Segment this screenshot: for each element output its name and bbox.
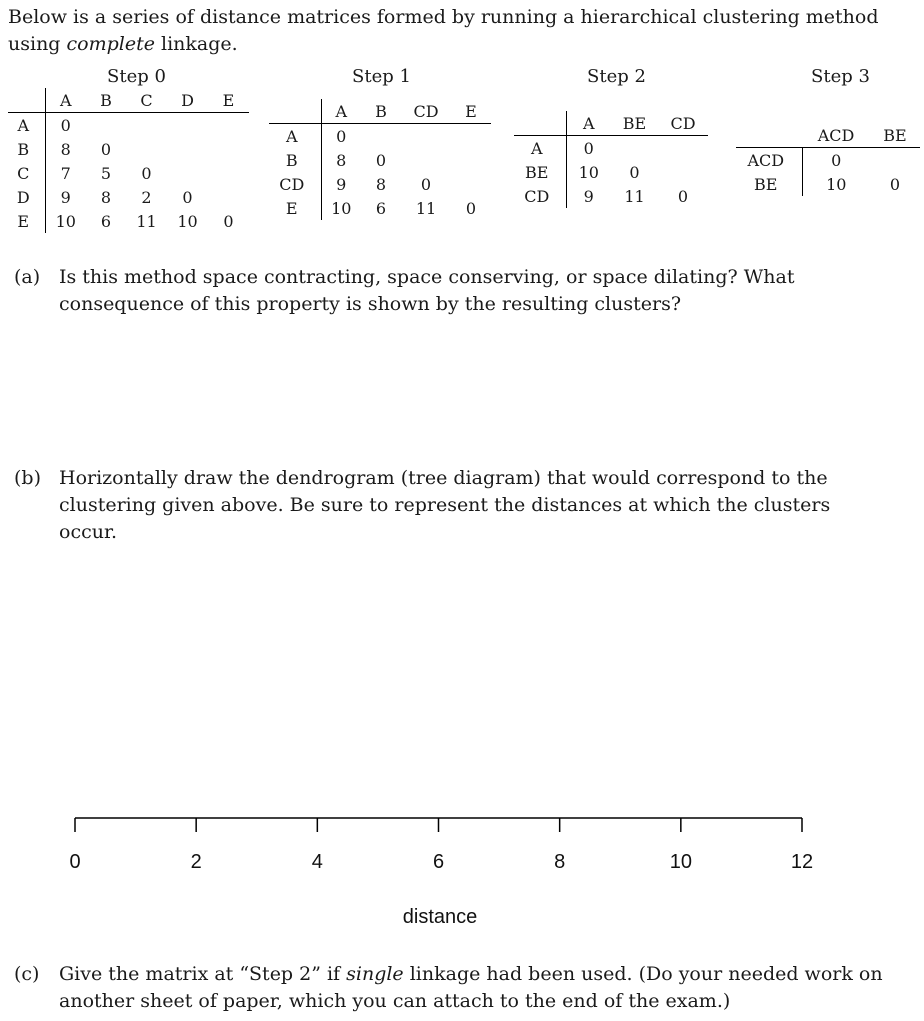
matrix-cell: 0: [677, 186, 689, 206]
col-header: B: [361, 99, 401, 124]
question-c-text-part2: linkage had been used. (Do your needed work on another sheet of paper, which you can attach to the end of the exam.): [59, 963, 883, 1012]
matrix-cell: 8: [60, 139, 71, 159]
axis-tick-label: 8: [554, 851, 566, 873]
col-header: B: [86, 88, 126, 113]
matrix-cell: 0: [100, 139, 112, 159]
matrix-cell: 0: [336, 126, 347, 146]
intro-text: Below is a series of distance matrices formed by running a hierarchical clustering method using: [8, 6, 879, 55]
matrix-cell: 10: [55, 211, 76, 231]
matrix-cell: 9: [60, 187, 71, 207]
col-header: ACD: [802, 123, 870, 148]
matrix-cell: 0: [420, 174, 432, 194]
axis-tick-label: 4: [311, 851, 323, 873]
row-header: A: [269, 124, 321, 149]
question-c-label: (c): [14, 963, 40, 985]
step2-title: Step 2: [587, 66, 646, 87]
matrix-cell: 0: [465, 198, 477, 218]
step1-title: Step 1: [352, 66, 411, 87]
row-header: CD: [514, 184, 566, 208]
question-a-text: Is this method space contracting, space conserving, or space dilating? What consequence of this property is shown by the resulting clusters?: [59, 266, 795, 315]
matrix-cell: 10: [578, 162, 599, 182]
col-header: A: [45, 88, 86, 113]
matrix-cell: 0: [375, 150, 387, 170]
col-header: CD: [658, 111, 708, 136]
row-header: BE: [514, 160, 566, 184]
col-header: BE: [870, 123, 920, 148]
axis-title: distance: [402, 906, 478, 928]
question-c: [14, 961, 894, 1021]
row-header: D: [8, 185, 45, 209]
matrix-cell: 9: [583, 186, 594, 206]
row-header: B: [269, 148, 321, 172]
matrix-cell: 0: [889, 174, 901, 194]
step0-title: Step 0: [107, 66, 166, 87]
col-header: CD: [401, 99, 451, 124]
col-header: BE: [611, 111, 658, 136]
question-b-text: Horizontally draw the dendrogram (tree diagram) that would correspond to the clustering given above. Be sure to represent the distances at which the clusters occur.: [59, 467, 831, 543]
matrix-cell: 11: [415, 198, 437, 218]
col-header: C: [126, 88, 167, 113]
matrix-cell: 10: [826, 174, 847, 194]
matrix-cell: 8: [375, 174, 387, 194]
row-header: B: [8, 137, 45, 161]
question-c-emphasis: single: [346, 963, 404, 985]
question-c-text: [59, 961, 889, 1015]
row-header: A: [8, 113, 45, 138]
matrix-cell: 2: [141, 187, 152, 207]
col-header: E: [208, 88, 249, 113]
matrix-cell: 9: [336, 174, 347, 194]
matrix-cell: 8: [336, 150, 347, 170]
matrix-cell: 7: [60, 163, 71, 183]
matrix-cell: 8: [100, 187, 112, 207]
intro-emphasis: complete: [66, 33, 155, 55]
matrix-cell: 5: [100, 163, 112, 183]
matrix-cell: 0: [223, 211, 234, 231]
matrix-cell: 0: [629, 162, 640, 182]
matrix-cell: 10: [331, 198, 352, 218]
matrix-cell: 6: [100, 211, 112, 231]
col-header: A: [566, 111, 611, 136]
axis-ticks: [69, 818, 813, 873]
axis-tick-label: 10: [669, 851, 692, 873]
step3-title: Step 3: [811, 66, 870, 87]
matrix-cell: 11: [136, 211, 157, 231]
matrix-cell: 6: [375, 198, 387, 218]
intro-text-end: linkage.: [154, 33, 238, 55]
matrix-cell: 0: [583, 138, 594, 158]
row-header: CD: [269, 172, 321, 196]
matrix-cell: 11: [624, 186, 645, 206]
matrix-cell: 0: [182, 187, 193, 207]
row-header: E: [8, 209, 45, 233]
row-header: ACD: [736, 148, 802, 173]
axis-tick-label: 12: [790, 851, 814, 873]
row-header: BE: [736, 172, 802, 196]
question-b-label: (b): [14, 467, 41, 489]
axis-tick-label: 6: [432, 851, 445, 873]
matrix-cell: 0: [60, 115, 71, 135]
col-header: D: [167, 88, 208, 113]
row-header: A: [514, 136, 566, 161]
question-c-text-part1: Give the matrix at “Step 2” if: [59, 963, 347, 985]
row-header: E: [269, 196, 321, 220]
axis-tick-label: 0: [69, 851, 81, 873]
matrix-cell: 0: [141, 163, 152, 183]
col-header: E: [451, 99, 491, 124]
col-header: A: [321, 99, 361, 124]
row-header: C: [8, 161, 45, 185]
axis-tick-label: 2: [190, 851, 202, 873]
matrix-cell: 0: [831, 150, 842, 170]
matrix-cell: 10: [177, 211, 198, 231]
question-a-label: (a): [14, 266, 41, 288]
